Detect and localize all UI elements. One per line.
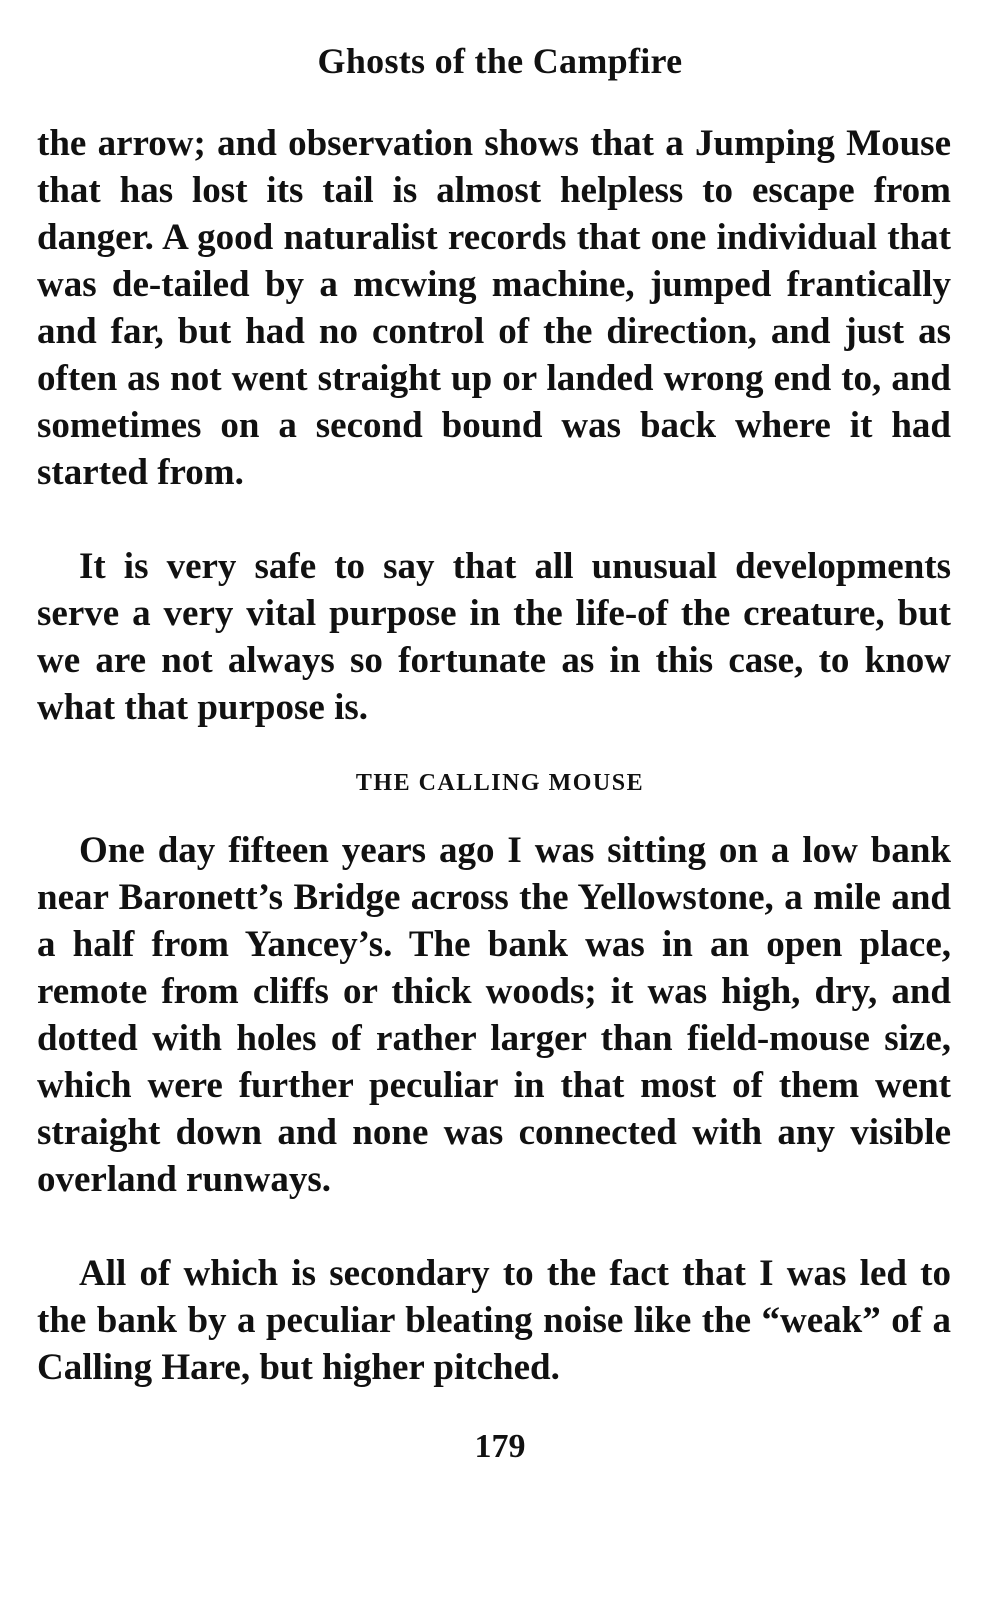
paragraph-continued: the arrow; and observation shows that a Jumping Mouse that has lost its tail is almost helpless to escape from danger. A good naturalist records that one individual that was de-tailed by a mcwing machine, jumped frantically and far, but had no control of the direction, and just as often as not went straight up or landed wrong end to, and sometimes on a second bound was back where it had started from. <box>37 123 951 493</box>
page-number: 179 <box>474 1428 526 1465</box>
paragraph-one-day: One day fifteen years ago I was sitting on a low bank near Baronett’s Bridge across the Yellowstone, a mile and a half from Yancey’s. The bank was in an open place, remote from cliffs or thick woods; it was high, dry, and dotted with holes of rather larger than field-mouse size, which were further peculiar in that most of them went straight down and none was connected with any visible overland runways. <box>37 830 951 1200</box>
section-heading: THE CALLING MOUSE <box>355 770 645 796</box>
running-head: Ghosts of the Campfire <box>317 41 683 81</box>
paragraph-developments: It is very safe to say that all unusual developments serve a very vital purpose in the life-of the creature, but we are not always so fortunate as in this case, to know what that purpose is. <box>37 546 951 728</box>
paragraph-all-of-which: All of which is secondary to the fact that I was led to the bank by a peculiar bleating noise like the “weak” of a Calling Hare, but higher pitched. <box>37 1253 951 1388</box>
